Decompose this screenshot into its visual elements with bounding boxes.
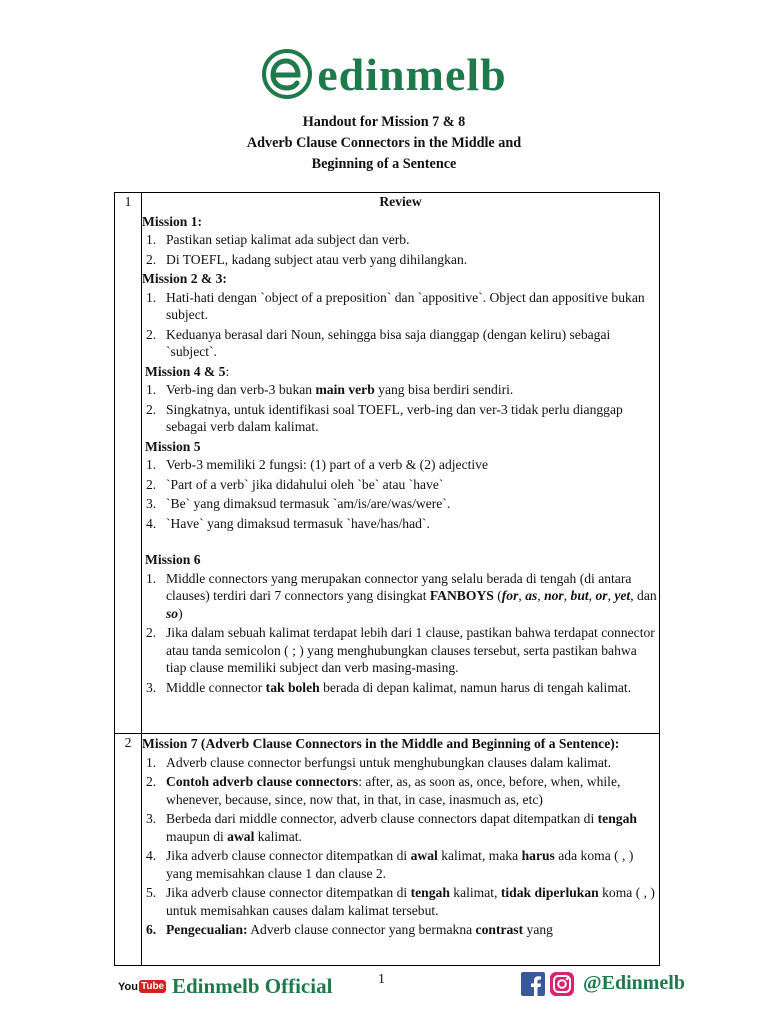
logo	[0, 46, 768, 102]
facebook-icon[interactable]	[521, 972, 545, 996]
review-heading: Review	[379, 194, 422, 209]
list-item: 3. Berbeda dari middle connector, adverb clause connectors dapat ditempatkan di tengah maupun di awal kalimat.	[146, 811, 637, 844]
list-item: 6. Pengecualian: Adverb clause connector yang bermakna contrast yang	[146, 922, 553, 937]
title-line-3: Beginning of a Sentence	[311, 156, 457, 172]
channel-name: Edinmelb Official	[172, 974, 333, 998]
mission-4-5-title: Mission 4 & 5:	[145, 363, 230, 379]
page-footer	[0, 968, 768, 1008]
review-table	[114, 192, 660, 966]
youtube-icon[interactable]: You Tube	[118, 980, 165, 993]
list-item: 3. Middle connector tak boleh berada di depan kalimat, namun harus di tengah kalimat.	[146, 679, 632, 695]
row-number: 2	[115, 734, 142, 966]
mission-6-list	[142, 570, 659, 697]
mission-5-title: Mission 5	[145, 438, 201, 454]
mission-4-5-list	[142, 381, 659, 436]
mission-6-title: Mission 6	[145, 552, 201, 567]
list-item: 4. `Have` yang dimaksud termasuk `have/has/had`.	[146, 515, 430, 531]
mission-7-list	[142, 754, 659, 939]
list-item: 4. Jika adverb clause connector ditempatkan di awal kalimat, maka harus ada koma ( , ) yang memisahkan clause 1 dan clause 2.	[146, 848, 634, 881]
mission-7-title: Mission 7 (Adverb Clause Connectors in the Middle and Beginning of a Sentence):	[142, 736, 620, 751]
mission-1-list	[142, 231, 659, 268]
table-row	[115, 734, 660, 966]
list-item: 2. Jika dalam sebuah kalimat terdapat lebih dari 1 clause, pastikan bahwa terdapat connector atau tanda semicolon ( ; ) yang menghubungkan clauses tersebut, serta pastikan bahwa tiap clause memiliki subject dan verb masing-masing.	[146, 625, 655, 675]
list-item: 1. Verb-3 memiliki 2 fungsi: (1) part of a verb & (2) adjective	[146, 457, 488, 472]
mission-2-3-title: Mission 2 & 3:	[142, 271, 227, 286]
list-item: 1. Adverb clause connector berfungsi untuk menghubungkan clauses dalam kalimat.	[146, 754, 612, 770]
list-item: 1. Verb-ing dan verb-3 bukan main verb yang bisa berdiri sendiri.	[146, 382, 514, 397]
list-item: 5. Jika adverb clause connector ditempatkan di tengah kalimat, tidak diperlukan koma ( , ) untuk memisahkan causes dalam kalimat tersebut.	[146, 885, 655, 918]
mission-1-title: Mission 1:	[142, 213, 203, 229]
list-item: 1. Middle connectors yang merupakan connector yang selalu berada di tengah (di antara clauses) terdiri dari 7 connectors yang disingkat FANBOYS (for, as, nor, but, or, yet, dan so)	[146, 570, 657, 621]
edinmelb-logo-icon	[261, 48, 313, 100]
list-item: 2. `Part of a verb` jika didahului oleh `be` atau `have`	[146, 476, 444, 492]
logo-text: edinmelb	[317, 48, 507, 100]
mission-5-list	[142, 456, 659, 532]
row-number: 1	[115, 193, 142, 734]
table-row	[115, 193, 660, 734]
title-line-1: Handout for Mission 7 & 8	[302, 114, 466, 130]
instagram-icon[interactable]	[550, 972, 574, 996]
list-item: 2. Keduanya berasal dari Noun, sehingga bisa saja dianggap (dengan keliru) sebagai `subject`.	[146, 326, 611, 359]
list-item: 1. Pastikan setiap kalimat ada subject dan verb.	[146, 232, 410, 247]
list-item: 1. Hati-hati dengan `object of a preposition` dan `appositive`. Object dan appositive bukan subject.	[146, 289, 645, 322]
list-item: 2. Di TOEFL, kadang subject atau verb yang dihilangkan.	[146, 251, 468, 267]
spacer	[142, 534, 659, 550]
row-content	[142, 193, 660, 734]
title-line-2: Adverb Clause Connectors in the Middle and	[246, 135, 522, 151]
social-handle: @Edinmelb	[583, 972, 685, 994]
list-item: 3. `Be` yang dimaksud termasuk `am/is/are/was/were`.	[146, 496, 451, 511]
handout-title	[0, 112, 768, 175]
page-number: 1	[378, 972, 385, 987]
mission-2-3-list	[142, 289, 659, 361]
list-item: 2. Contoh adverb clause connectors: after, as, as soon as, once, before, when, while, whenever, because, since, now that, in that, in case, inasmuch as, etc)	[146, 774, 621, 807]
list-item: 2. Singkatnya, untuk identifikasi soal TOEFL, verb-ing dan ver-3 tidak perlu dianggap sebagai verb dalam kalimat.	[146, 401, 623, 434]
row-content	[142, 734, 660, 966]
